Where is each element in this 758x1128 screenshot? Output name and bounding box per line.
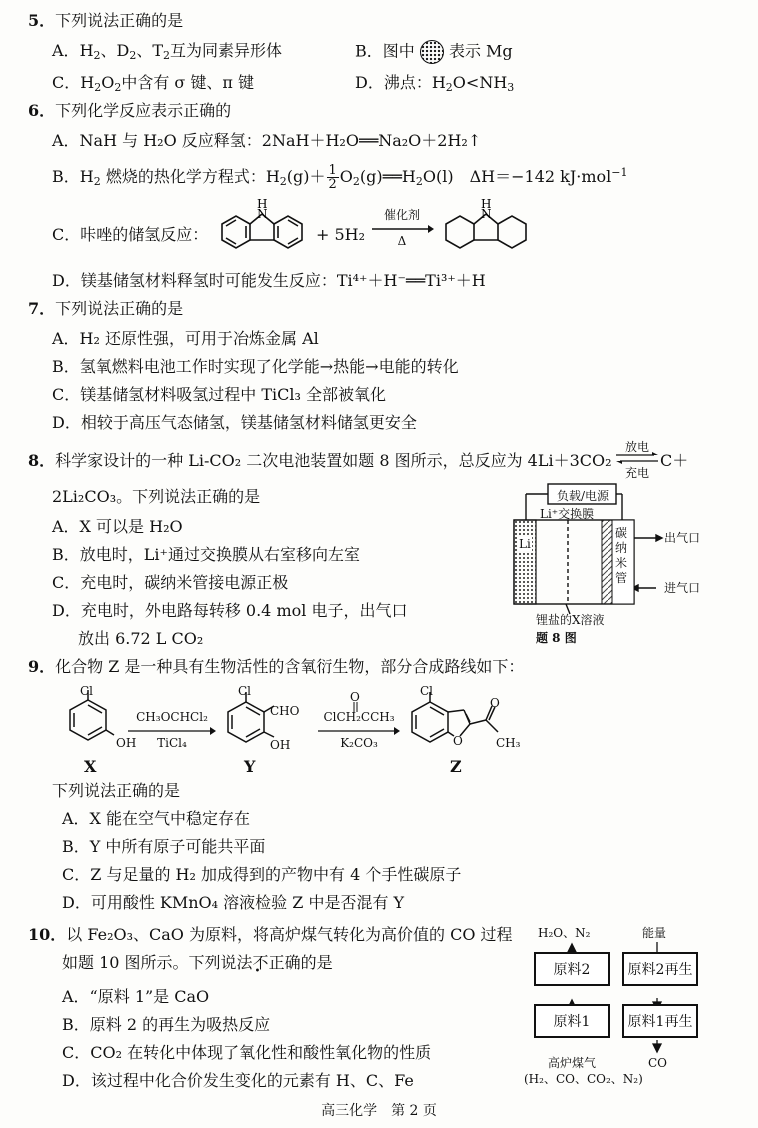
q8-solution-label: 锂盐的X溶液	[536, 613, 605, 627]
q5-stem	[28, 10, 183, 32]
q10-option-b: B．原料 2 的再生为吸热反应	[62, 1015, 271, 1034]
q10-option-a: A．“原料 1”是 CaO	[62, 987, 210, 1006]
q6-b-desc: 燃烧的热化学方程式：	[105, 167, 266, 186]
q5-c-text: 中含有 σ 键、π 键	[121, 73, 255, 92]
q9-option-c: C．Z 与足量的 H₂ 加成得到的产物中有 4 个手性碳原子	[62, 865, 462, 884]
raw-material-1-box: 原料1	[534, 1004, 610, 1038]
q8-option-a: A．X 可以是 H₂O	[52, 517, 183, 536]
q10-bottom-left-sub: (H₂、CO、CO₂、N₂)	[524, 1072, 643, 1086]
raw-material-2-box: 原料2	[534, 952, 610, 986]
q8-stem1-end: C＋	[660, 451, 689, 470]
q7-stem-text: 下列说法正确的是	[55, 299, 184, 318]
q7-option-c: C．镁基储氢材料吸氢过程中 TiCl₃ 全部被氧化	[52, 385, 386, 404]
q8-option-b: B．放电时，Li⁺通过交换膜从右室移向左室	[52, 545, 360, 564]
q6-d-equation: Ti⁴⁺＋H⁻══Ti³⁺＋H	[336, 271, 486, 290]
q6-c-condition: Δ	[397, 234, 407, 248]
q8-number: 8．	[28, 451, 56, 470]
carbazole-structure	[212, 196, 312, 262]
z-ring-o-label: O	[453, 734, 463, 748]
q8-discharge-label: 放电	[624, 440, 649, 454]
q8-option-d2: 放出 6.72 L CO₂	[78, 629, 204, 648]
dotted-atom-icon	[420, 40, 444, 64]
q8-inlet-label: 进气口	[664, 581, 701, 595]
q10-option-c: C．CO₂ 在转化中体现了氧化性和酸性氧化物的性质	[62, 1043, 432, 1062]
q6-option-a: A．NaH 与 H₂O 反应释氢：2NaH＋H₂O══Na₂O＋2H₂↑	[52, 131, 482, 150]
q6-number: 6．	[28, 101, 56, 120]
q10-not-emphasis: 不	[252, 953, 269, 972]
q8-tube-label	[614, 526, 628, 586]
q7-stem	[28, 298, 183, 320]
q7-number: 7．	[28, 299, 56, 318]
reagent2-top: ClCH₂CCH₃	[323, 710, 395, 724]
q5-c-label: C．	[52, 73, 81, 92]
q8-li-label: Li	[519, 537, 531, 551]
q10-stem1: 以 Fe₂O₃、CaO 为原料，将高炉煤气转化为高价值的 CO 过程	[66, 925, 513, 944]
q7-option-a: A．H₂ 还原性强，可用于冶炼金属 Al	[52, 329, 319, 348]
q5-stem-text: 下列说法正确的是	[55, 11, 184, 30]
q8-outlet-label: 出气口	[664, 531, 701, 545]
y-oh-label: OH	[270, 738, 291, 752]
q10-bottom-right-label: CO	[648, 1056, 668, 1070]
svg-text:N: N	[481, 207, 492, 221]
q8-membrane-label: Li⁺交换膜	[540, 507, 595, 521]
q8-stem-line1	[28, 450, 612, 472]
q9-number: 9．	[28, 657, 56, 676]
y-cl-label: Cl	[238, 684, 252, 698]
z-cl-label: Cl	[420, 684, 434, 698]
q10-number: 10．	[28, 925, 67, 944]
q5-d-label: D．沸点：	[355, 73, 432, 92]
q5-d-text: <	[465, 73, 480, 92]
q5-number: 5．	[28, 11, 56, 30]
q8-tube-char-4: 管	[614, 571, 627, 585]
svg-text:N: N	[257, 207, 268, 221]
x-oh-label: OH	[116, 736, 137, 750]
q5-b-label: B．图中	[355, 41, 415, 61]
q5-a-text: 互为同素异形体	[170, 41, 283, 60]
q5-option-a: A．$H_2$、$D_2$、$T_2$互为同素异形体	[52, 41, 283, 62]
q6-b-prefix: B．	[52, 167, 80, 186]
q5-b-text: 表示 Mg	[448, 41, 513, 61]
q7-option-d: D．相较于高压气态储氢，镁基储氢材料储氢更安全	[52, 413, 417, 432]
regen-2-box: 原料2再生	[622, 952, 698, 986]
compound-y-label: Y	[244, 757, 256, 776]
q8-tube-char-2: 纳	[614, 541, 627, 555]
reagent2-bottom: K₂CO₃	[340, 736, 378, 750]
q5-a-label: A．	[52, 41, 80, 60]
q8-tube-char-1: 碳	[614, 526, 627, 540]
q5-option-b	[355, 40, 513, 64]
q6-option-c: C．咔唑的储氢反应：	[52, 225, 209, 244]
q8-option-d1: D．充电时，外电路每转移 0.4 mol 电子，出气口	[52, 601, 408, 620]
q9-stem-text: 化合物 Z 是一种具有生物活性的含氧衍生物，部分合成路线如下：	[55, 657, 525, 676]
q10-stem-line1	[28, 924, 513, 946]
svg-text:H: H	[481, 197, 492, 211]
q10-stem-line2	[62, 952, 333, 974]
q6-stem	[28, 100, 231, 122]
q6-c-catalyst: 催化剂	[383, 208, 420, 222]
x-cl-label: Cl	[80, 684, 94, 698]
perhydrocarbazole-structure	[436, 196, 536, 262]
reagent1-bottom: TiCl₄	[157, 736, 187, 750]
z-ch3-label: CH₃	[496, 736, 521, 750]
q8-stem1: 科学家设计的一种 Li-CO₂ 二次电池装置如题 8 图所示，总反应为 4Li＋3CO₂	[55, 451, 612, 470]
q8-charge-label: 充电	[624, 466, 649, 480]
q6-d-text: D．镁基储氢材料释氢时可能发生反应：	[52, 271, 337, 290]
y-cho-label: CHO	[270, 704, 300, 718]
q6-option-b: B．$H_2$ 燃烧的热化学方程式：$H_2(g)+$ $\frac{1}{2}$ $O_2(g)══H_2O(l)$ ΔH＝−142 kJ·mol$^{-1}$	[52, 163, 628, 192]
page-footer: 高三化学 第 2 页	[321, 1103, 437, 1119]
q8-reversible-arrow	[616, 452, 658, 464]
q9-stem	[28, 656, 524, 678]
q9-prompt: 下列说法正确的是	[52, 781, 181, 800]
q5-option-c: C．$H_2O_2$中含有 σ 键、π 键	[52, 73, 255, 94]
q5-option-d: D．沸点：$H_2O<NH_3$	[355, 73, 515, 94]
q10-option-d: D．该过程中化合价发生变化的元素有 H、C、Fe	[62, 1071, 414, 1090]
q10-stem2a: 如题 10 图所示。下列说法	[62, 953, 253, 972]
q10-top-left-label: H₂O、N₂	[538, 926, 591, 940]
q8-tube-char-3: 米	[614, 556, 627, 570]
q6-stem-text: 下列化学反应表示正确的	[55, 101, 232, 120]
q6-reaction-arrow	[372, 224, 434, 234]
compound-z-label: Z	[450, 757, 462, 776]
reagent1-top: CH₃OCHCl₂	[136, 710, 208, 724]
z-carbonyl-o-label: O	[490, 696, 500, 710]
q6-b-dh: ΔH＝−142 kJ·mol	[469, 167, 612, 186]
q8-option-c: C．充电时，碳纳米管接电源正极	[52, 573, 289, 592]
q6-option-d	[52, 270, 486, 292]
svg-text:H: H	[257, 197, 268, 211]
reaction-arrow-1	[128, 726, 216, 736]
q9-option-d: D．可用酸性 KMnO₄ 溶液检验 Z 中是否混有 Y	[62, 893, 405, 912]
q8-figure-caption: 题 8 图	[536, 631, 577, 645]
q10-bottom-left-label: 高炉煤气	[548, 1056, 597, 1070]
regen-1-box: 原料1再生	[622, 1004, 698, 1038]
q6-c-reagent: + 5H₂	[316, 225, 366, 244]
reagent2-o-label: O	[350, 690, 360, 704]
q9-option-b: B．Y 中所有原子可能共平面	[62, 837, 266, 856]
compound-x-label: X	[84, 757, 97, 776]
q8-load-label: 负载/电源	[556, 489, 610, 503]
q7-option-b: B．氢氧燃料电池工作时实现了化学能→热能→电能的转化	[52, 357, 459, 376]
reaction-arrow-2	[318, 726, 400, 736]
half-fraction: $\frac{1}{2}$	[328, 163, 337, 192]
q10-top-right-label: 能量	[642, 926, 667, 940]
q9-option-a: A．X 能在空气中稳定存在	[62, 809, 251, 828]
q8-stem-line2: 2Li₂CO₃。下列说法正确的是	[52, 487, 261, 506]
q10-stem2c: 正确的是	[268, 953, 333, 972]
